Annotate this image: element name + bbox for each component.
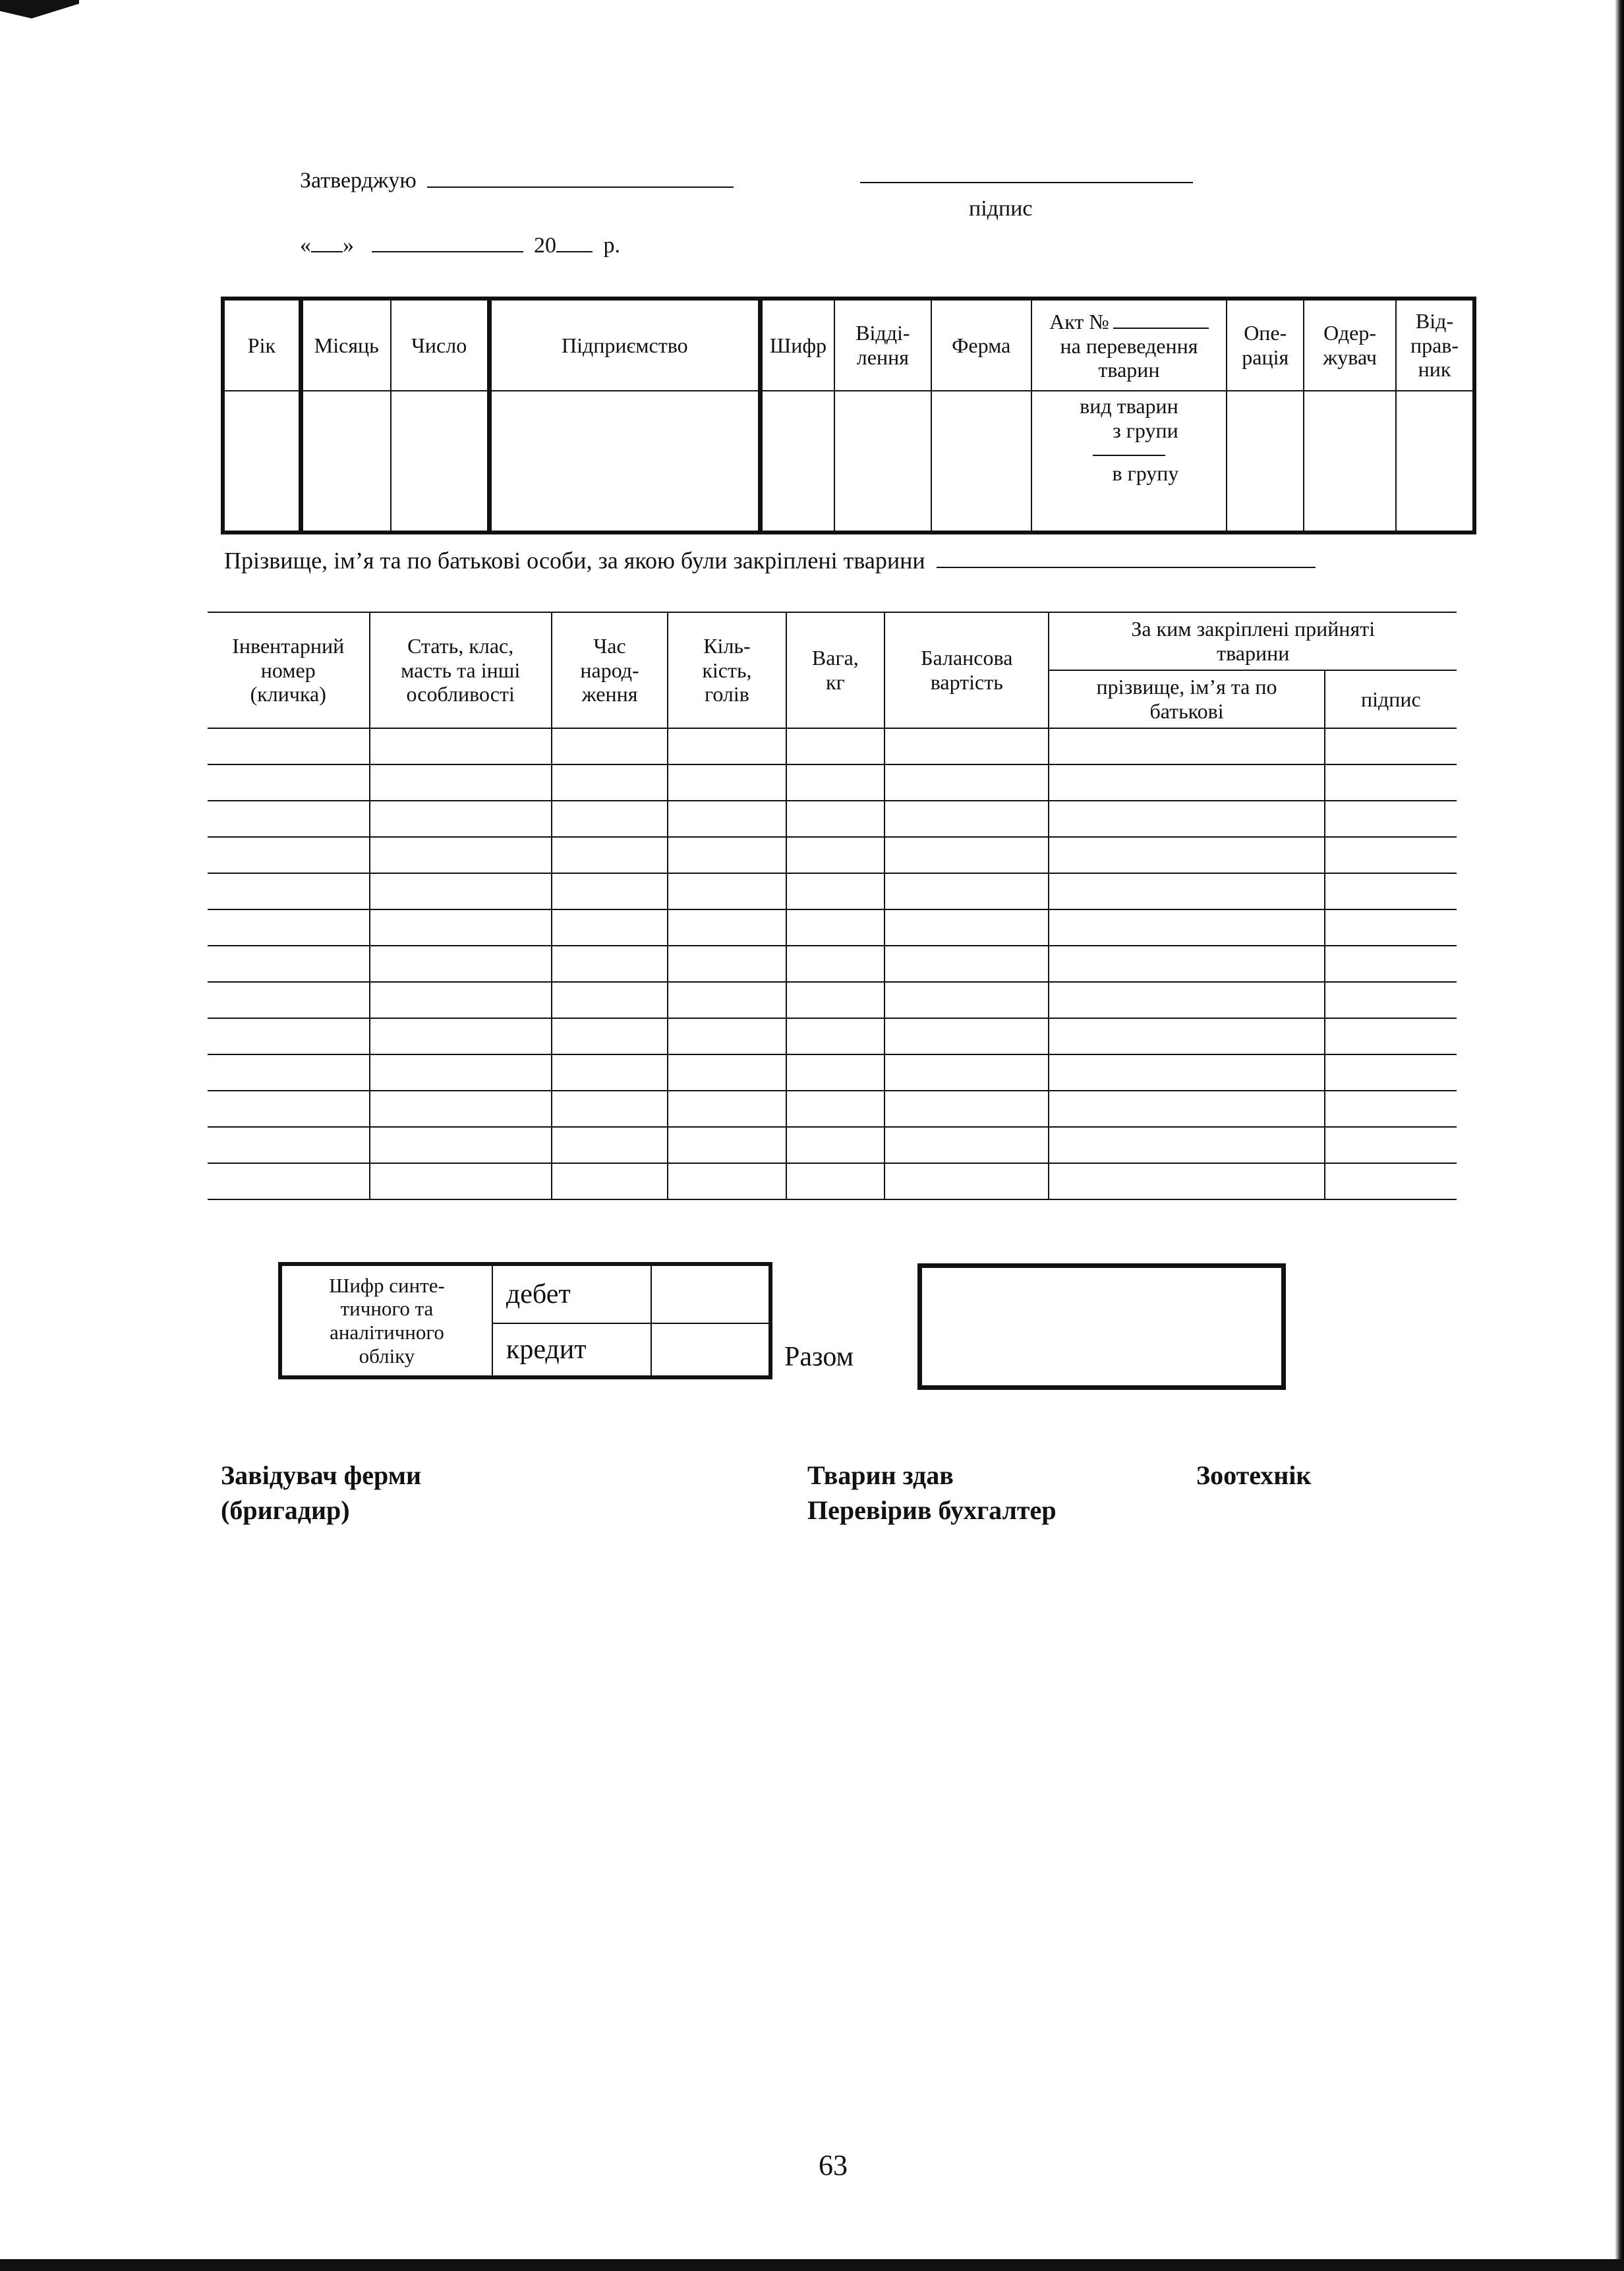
debit-label: дебет — [492, 1264, 651, 1323]
accounting-table — [278, 1262, 772, 1379]
approve-date: « » 20 р. — [300, 231, 620, 258]
cell-sender[interactable] — [1396, 391, 1474, 532]
debit-value[interactable] — [651, 1264, 770, 1323]
col-balance-value: Балансова вартість — [884, 612, 1049, 728]
col-birth-time: Час народ- ження — [552, 612, 668, 728]
total-label: Разом — [784, 1342, 854, 1372]
responsible-label: Прізвище, ім’я та по батькові особи, за якою були закріплені тварини — [224, 547, 925, 574]
table-row[interactable] — [208, 837, 1457, 873]
table-row[interactable] — [208, 1163, 1457, 1199]
cell-department[interactable] — [834, 391, 931, 532]
accounting-label: Шифр синте- тичного та аналітичного обліку — [280, 1264, 492, 1377]
col-year: Рік — [223, 299, 301, 391]
col-inventory: Інвентарний номер (кличка) — [208, 612, 370, 728]
col-assigned-signature: підпис — [1325, 670, 1457, 728]
table-row[interactable] — [208, 1127, 1457, 1163]
col-assigned-group: За ким закріплені прийняті тварини — [1049, 612, 1457, 670]
cell-day[interactable] — [391, 391, 489, 532]
approve-label: Затверджую — [300, 168, 417, 193]
cell-code[interactable] — [761, 391, 834, 532]
col-recipient: Одер- жувач — [1304, 299, 1396, 391]
table-row[interactable] — [208, 1018, 1457, 1054]
col-farm: Ферма — [931, 299, 1031, 391]
page-number: 63 — [819, 2149, 848, 2181]
scan-artifact-top — [0, 0, 79, 18]
cell-enterprise[interactable] — [489, 391, 760, 532]
col-assigned-name: прізвище, ім’я та по батькові — [1049, 670, 1324, 728]
signature-caption: підпис — [969, 196, 1033, 221]
signature-field[interactable] — [860, 173, 1193, 183]
col-sender: Від- прав- ник — [1396, 299, 1474, 391]
farm-head-sub-label: (бригадир) — [221, 1495, 350, 1525]
table-row[interactable] — [208, 946, 1457, 982]
cell-month[interactable] — [301, 391, 390, 532]
cell-year[interactable] — [223, 391, 301, 532]
scan-artifact-right — [1615, 0, 1624, 2271]
col-sex-class: Стать, клас, масть та інші особливості — [370, 612, 552, 728]
table-row[interactable] — [208, 1091, 1457, 1127]
approve-name-field[interactable] — [427, 166, 734, 188]
table-row[interactable] — [208, 982, 1457, 1018]
col-day: Число — [391, 299, 489, 391]
date-month-field[interactable] — [372, 231, 523, 252]
approve-line — [300, 166, 734, 194]
accountant-label: Перевірив бухгалтер — [807, 1495, 1057, 1525]
responsible-line — [224, 546, 1316, 574]
scan-artifact-bottom — [0, 2259, 1624, 2271]
table-row[interactable] — [208, 1054, 1457, 1091]
credit-label: кредит — [492, 1323, 651, 1377]
col-code: Шифр — [761, 299, 834, 391]
table-row[interactable] — [208, 801, 1457, 837]
col-quantity: Кіль- кість, голів — [668, 612, 786, 728]
table-row[interactable] — [208, 909, 1457, 946]
transfer-header-table — [221, 297, 1476, 534]
col-weight: Вага, кг — [786, 612, 885, 728]
cell-operation[interactable] — [1227, 391, 1304, 532]
handed-label: Тварин здав — [807, 1460, 954, 1490]
animals-table — [208, 612, 1457, 1200]
col-department: Відді- лення — [834, 299, 931, 391]
total-box[interactable] — [917, 1263, 1286, 1390]
table-row[interactable] — [208, 873, 1457, 909]
date-year-field[interactable] — [556, 231, 593, 252]
credit-value[interactable] — [651, 1323, 770, 1377]
col-month: Місяць — [301, 299, 390, 391]
responsible-field[interactable] — [937, 546, 1316, 568]
farm-head-label: Завідувач ферми — [221, 1460, 421, 1490]
table-row[interactable] — [208, 728, 1457, 764]
act-number-field[interactable] — [1113, 308, 1209, 329]
date-day-field[interactable] — [311, 231, 343, 252]
col-act: Акт № на переведення тварин — [1031, 299, 1227, 391]
zootech-label: Зоотехнік — [1196, 1460, 1312, 1490]
cell-act[interactable]: вид тварин з групи в групу — [1031, 391, 1227, 532]
cell-farm[interactable] — [931, 391, 1031, 532]
cell-recipient[interactable] — [1304, 391, 1396, 532]
col-enterprise: Підприємство — [489, 299, 760, 391]
col-operation: Опе- рація — [1227, 299, 1304, 391]
table-row[interactable] — [208, 764, 1457, 801]
